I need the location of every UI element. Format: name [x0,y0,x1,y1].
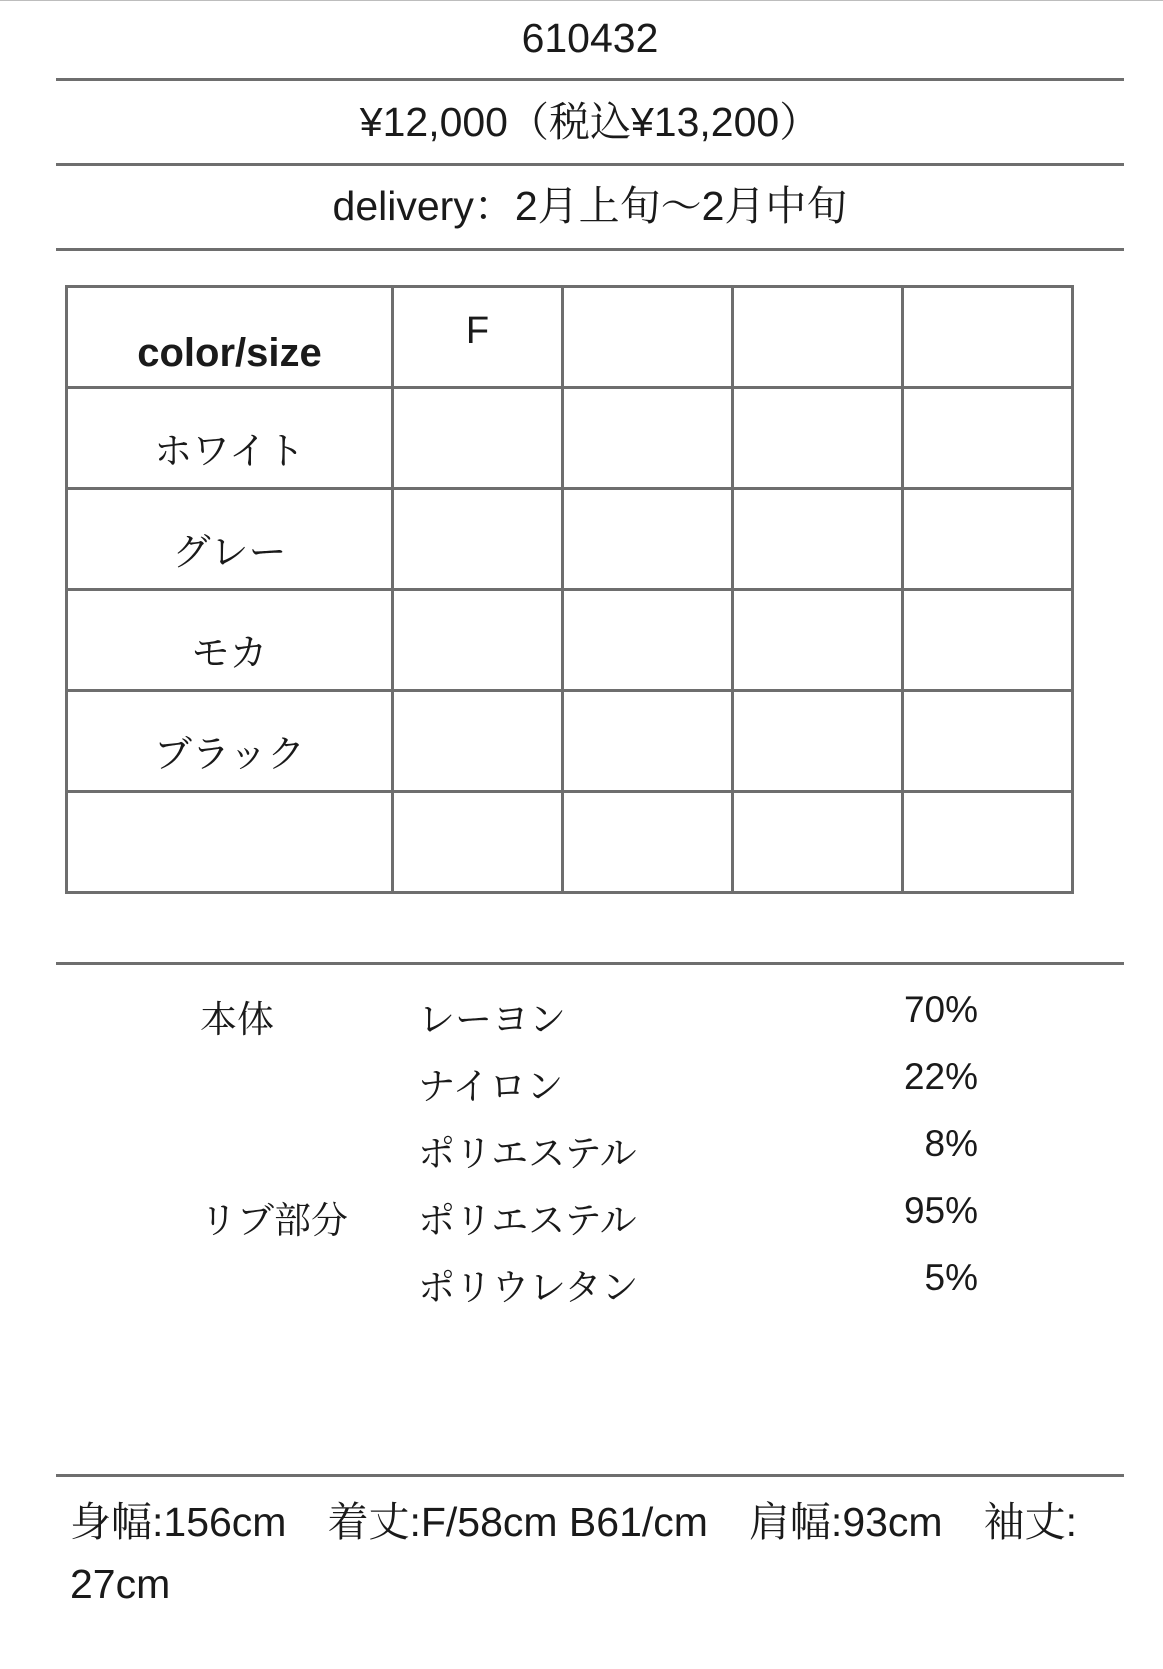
material-percent: 5% [924,1257,978,1298]
divider [56,248,1124,251]
size-header: F [393,287,563,388]
product-code: 610432 [521,15,659,61]
table-cell [733,388,903,489]
size-header [903,287,1073,388]
color-label: グレー [67,489,393,590]
size-header [733,287,903,388]
table-cell [393,388,563,489]
divider [56,78,1124,81]
divider [56,962,1124,965]
material-row [0,1257,1163,1316]
table-cell [393,590,563,691]
measurements: 身幅:156cm 着丈:F/58cm B61/cm 肩幅:93cm 袖丈:27cm [70,1499,1077,1607]
material-part: リブ部分 [200,1200,348,1241]
table-cell [563,388,733,489]
table-cell [903,489,1073,590]
size-header [563,287,733,388]
color-label: ホワイト [67,388,393,489]
size-table [65,285,1074,894]
color-size-header: color/size [67,287,393,388]
table-cell [733,792,903,893]
table-cell [393,691,563,792]
material-row [0,1190,1163,1249]
table-cell [903,792,1073,893]
table-row [67,590,1073,691]
table-cell [563,590,733,691]
material-name: ポリエステル [418,1200,637,1241]
table-cell [903,691,1073,792]
delivery-info: delivery：2月上旬～2月中旬 [332,183,848,229]
material-percent: 22% [903,1056,978,1097]
table-cell [563,489,733,590]
table-row [67,691,1073,792]
table-header-row [67,287,1073,388]
material-percent: 70% [903,989,978,1030]
table-cell [393,792,563,893]
table-row [67,489,1073,590]
material-name: ナイロン [418,1066,564,1107]
material-name: ポリウレタン [418,1267,639,1308]
table-row [67,388,1073,489]
color-label: モカ [67,590,393,691]
material-name: ポリエステル [418,1133,637,1174]
material-row [0,1123,1163,1182]
table-cell [903,388,1073,489]
table-cell [393,489,563,590]
top-border [0,0,1163,1]
material-name: レーヨン [418,999,566,1040]
table-cell [733,691,903,792]
divider [56,1474,1124,1477]
table-cell [733,489,903,590]
table-row [67,792,1073,893]
price: ¥12,000（税込¥13,200） [359,99,821,145]
material-percent: 95% [903,1190,978,1231]
table-cell [563,792,733,893]
material-row [0,989,1163,1048]
material-percent: 8% [924,1123,978,1164]
table-cell [903,590,1073,691]
material-part: 本体 [200,999,274,1040]
table-cell [563,691,733,792]
color-label: ブラック [67,691,393,792]
color-label [67,792,393,893]
material-row [0,1056,1163,1115]
divider [56,163,1124,166]
table-cell [733,590,903,691]
